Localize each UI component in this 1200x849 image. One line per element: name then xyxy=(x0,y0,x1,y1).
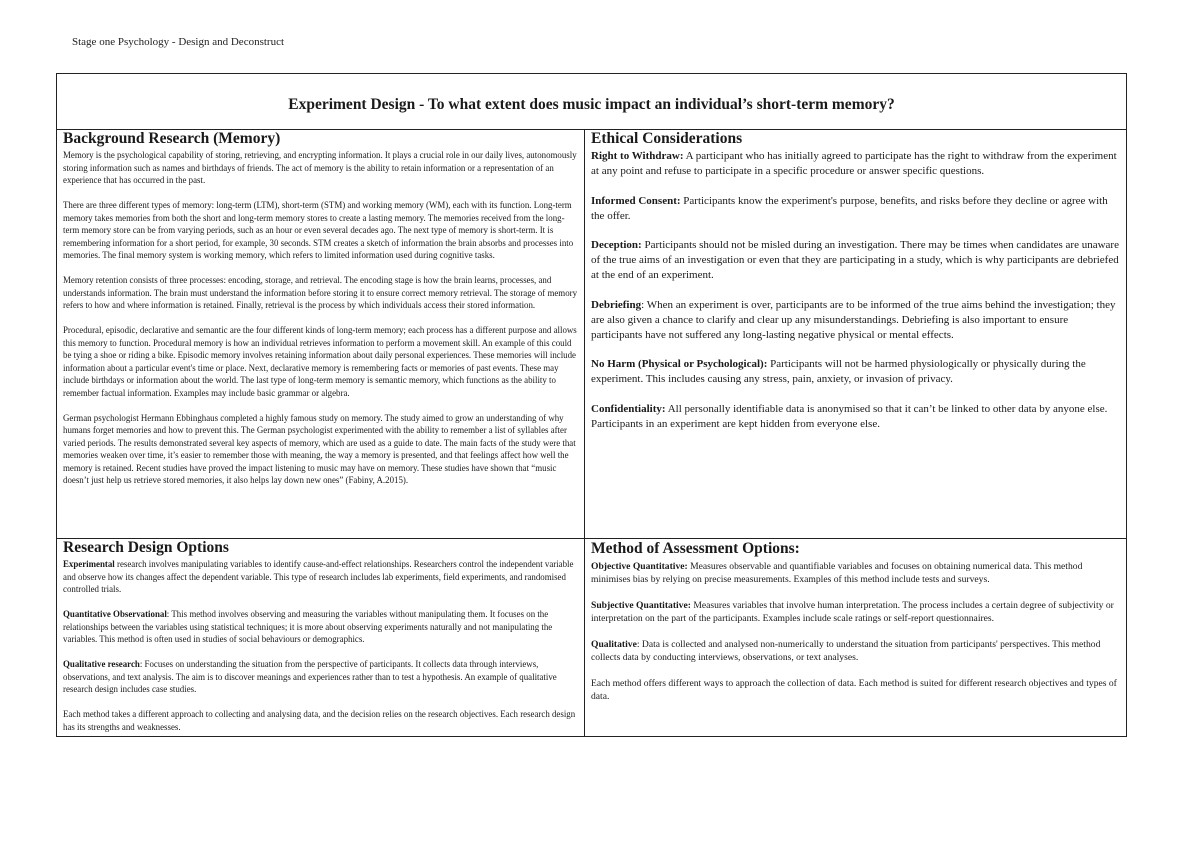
ethics-text: : When an experiment is over, participants are to be informed of the true aims behind the investigation; they are also given a chance to clarify and clear up any misunderstandings. Debriefing is also important to ensure participants have not suffered any long-lasting negative physical or mental effects. xyxy=(591,298,1116,341)
ethics-text: Participants know the experiment's purpose, benefits, and risks before they decline or agree with the offer. xyxy=(591,194,1108,222)
research-item xyxy=(63,558,578,596)
research-term: Experimental xyxy=(63,559,115,569)
background-paragraph: Memory is the psychological capability of storing, retrieving, and encrypting information. It plays a crucial role in our daily lives, autonomously storing information such as names and birthdays of friends. The act of memory is the ability to retain information or a representation of an experience that has occurred in the past. xyxy=(63,150,577,185)
assessment-term: Objective Quantitative: xyxy=(591,561,688,572)
ethics-term: Confidentiality: xyxy=(591,402,666,415)
assessment-heading: Method of Assessment Options: xyxy=(591,540,800,557)
ethics-item xyxy=(591,194,1120,224)
assessment-term: Qualitative xyxy=(591,639,637,650)
ethics-item xyxy=(591,298,1120,343)
ethical-considerations-cell xyxy=(585,130,1126,539)
background-paragraph: Memory retention consists of three processes: encoding, storage, and retrieval. The encoding stage is how the brain learns, processes, and understands information. The brain must understand the information before storing it to ensure correct memory retrieval. The storage of memory refers to how and where information is retained. Finally, retrieval is the process by which individuals access their stored information. xyxy=(63,275,578,310)
research-text: : Focuses on understanding the situation from the perspective of participants. It collects data through interviews, observations, and text analysis. The aim is to discover meanings and experiences rather than to test a hypothesis. An example of qualitative research design includes case studies. xyxy=(63,659,557,694)
research-term: Qualitative research xyxy=(63,659,140,669)
ethics-item xyxy=(591,402,1120,432)
page-header: Stage one Psychology - Design and Deconstruct xyxy=(72,36,285,48)
design-table xyxy=(56,73,1127,737)
ethics-item xyxy=(591,149,1120,179)
background-research-cell xyxy=(57,130,585,539)
ethics-text: Participants should not be misled during an investigation. There may be times when candidates are unaware of the true aims of an investigation or even that they are participating in a study, which is why participants are debriefed at the end of an experiment. xyxy=(591,239,1119,281)
assessment-item xyxy=(591,638,1120,664)
research-item xyxy=(63,608,578,646)
ethics-term: Informed Consent: xyxy=(591,194,681,207)
ethics-heading: Ethical Considerations xyxy=(591,130,743,147)
assessment-item xyxy=(591,599,1120,625)
research-item xyxy=(63,658,578,696)
ethics-text: Participants will not be harmed physiologically or physically during the experiment. This includes causing any stress, pain, anxiety, or invasion of privacy. xyxy=(591,358,1086,385)
ethics-term: Debriefing xyxy=(591,298,642,311)
research-heading: Research Design Options xyxy=(63,539,229,556)
background-paragraph: Procedural, episodic, declarative and semantic are the four different kinds of long-term memory; each process has a different purpose and allows this memory to function. Procedural memory is how an individual retrieves information to perform a movement skill. An example of this could be tying a shoe or riding a bike. Episodic memory involves retaining information about daily personal experiences. These memories will include information about a particular event's time or place. Next, declarative memory is remembering facts or memories of past events. These may include birthdays or information about the world. The last type of long-term memory is semantic memory, which functions as the ability to remember factual information. Examples may include basic grammar or algebra. xyxy=(63,325,577,398)
research-text: : This method involves observing and measuring the variables without manipulating them. It focuses on the relationships between the variables using statistical techniques; it is more about observing experiments naturally and not manipulating the variables. This method is often used in studies of social behaviours or demographics. xyxy=(63,609,553,644)
ethics-term: Deception: xyxy=(591,239,642,251)
background-heading: Background Research (Memory) xyxy=(63,130,281,147)
ethics-text: A participant who has initially agreed to participate has the right to withdraw from the experiment at any point and refuse to participate in a specific procedure or answer specific questions. xyxy=(591,150,1117,177)
ethics-item xyxy=(591,238,1120,283)
ethics-term: No Harm (Physical or Psychological): xyxy=(591,358,768,370)
assessment-item xyxy=(591,560,1120,586)
page-title: Experiment Design - To what extent does music impact an individual’s short-term memory? xyxy=(288,95,895,113)
assessment-text: : Data is collected and analysed non-numerically to understand the situation from participants' perspectives. This method collects data by conducting interviews, observations, or text analyses. xyxy=(591,639,1101,663)
assessment-closing: Each method offers different ways to approach the collection of data. Each method is suited for different research objectives and types of data. xyxy=(591,678,1117,702)
assessment-term: Subjective Quantitative: xyxy=(591,600,691,611)
assessment-text: Measures observable and quantifiable variables and focuses on obtaining numerical data. This method minimises bias by relying on precise measurements. Examples of this method include tests and surveys. xyxy=(591,561,1083,585)
research-design-cell xyxy=(57,539,585,736)
research-text: research involves manipulating variables to identify cause-and-effect relationships. Researchers control the independent variable and observe how its changes affect the dependent variable. This type of research includes lab experiments, field experiments, and randomised controlled trials. xyxy=(63,559,574,594)
assessment-text: Measures variables that involve human interpretation. The process includes a certain degree of subjectivity or interpretation on the part of the participants. Examples include scale ratings or self-report questionnaires. xyxy=(591,600,1114,624)
background-paragraph: There are three different types of memory: long-term (LTM), short-term (STM) and working memory (WM), each with its function. Long-term memory takes memories from both the short and long-term memory stores to create a lasting memory. The memories received from the long-term memory store can be from varying periods, such as an hour or even several decades ago. The next type of memory is short-term. It is remembering information for a short period, for example, 30 seconds. STM creates a sketch of information the brain absorbs and processes into memories. The final memory system is working memory, which refers to limited information used during cognitive tasks. xyxy=(63,200,574,260)
title-row xyxy=(57,74,1126,130)
ethics-text: All personally identifiable data is anonymised so that it can’t be linked to other data by anyone else. Participants in an experiment are kept hidden from everyone else. xyxy=(591,402,1108,430)
background-paragraph: German psychologist Hermann Ebbinghaus completed a highly famous study on memory. The study aimed to grow an understanding of why humans forget memories and how to prevent this. The German psychologist experimented with the ability to remember a list of syllables after varied periods. The results demonstrated several key aspects of memory, which are used as a guide to date. The main facts of the study were that memories weaken over time, it’s easier to remember those with meaning, the way a memory is presented, and that feelings affect how well the memory is retained. Recent studies have proved the impact listening to music may have on memory. These studies have shown that “music doesn’t just help us retrieve stored memories, it also helps lay down new ones” (Fabiny, A.2015). xyxy=(63,412,576,485)
research-term: Quantitative Observational xyxy=(63,609,167,619)
research-closing: Each method takes a different approach to collecting and analysing data, and the decision relies on the research objectives. Each research design has its strengths and weaknesses. xyxy=(63,709,576,732)
ethics-item xyxy=(591,357,1120,387)
assessment-options-cell xyxy=(585,539,1126,736)
ethics-term: Right to Withdraw: xyxy=(591,150,684,162)
